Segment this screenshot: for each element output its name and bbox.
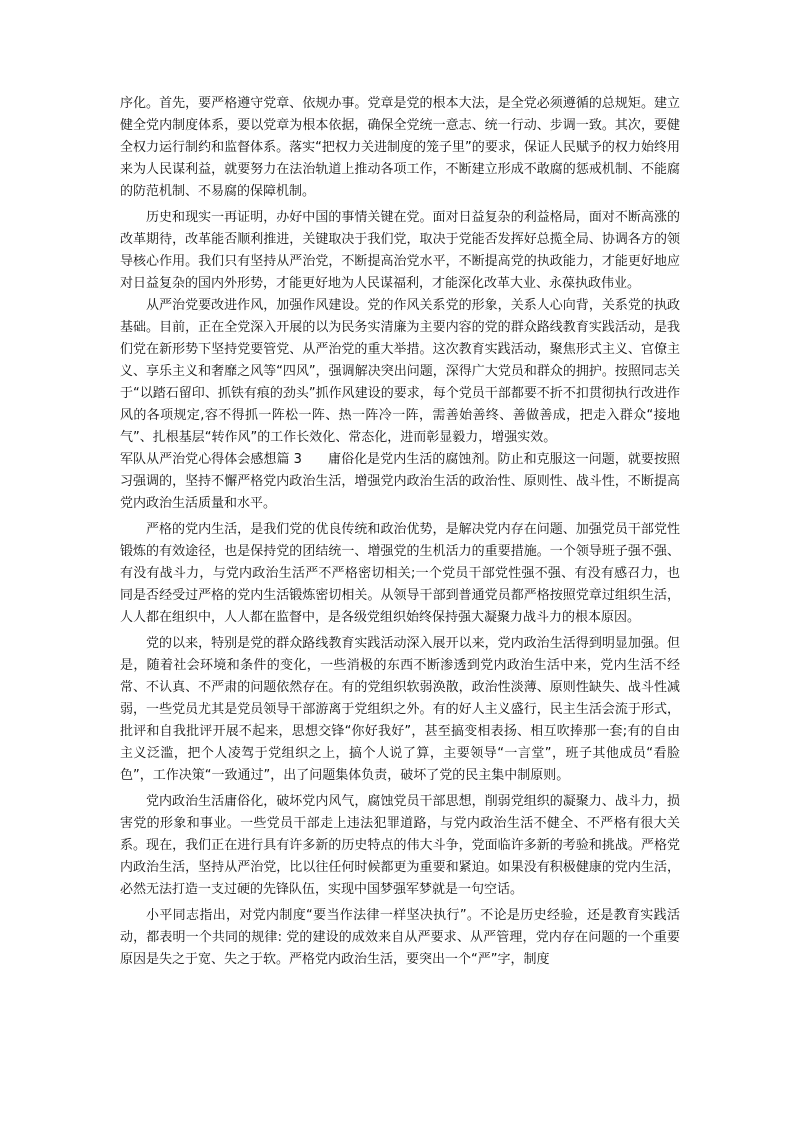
- paragraph-2: 历史和现实一再证明，办好中国的事情关键在党。面对日益复杂的利益格局，面对不断高涨的改革期待，改革能否顺利推进，关键取决于我们党，取决于党能否发挥好总揽全局、协调各方的领导核心作用。我们只有坚持从严治党，不断提高治党水平，不断提高党的执政能力，才能更好地应对日益复杂的国内外形势，才能更好地为人民谋福利，才能深化改革大业、永葆执政伟业。: [120, 210, 680, 291]
- paragraph-4-section-heading: 军队从严治党心得体会感想篇 3 庸俗化是党内生活的腐蚀剂。防止和克服这一问题，就要按照习强调的，坚持不懈严格党内政治生活，增强党内政治生活的政治性、原则性、战斗性，不断提高党内政治生活质量和水平。: [120, 452, 680, 511]
- paragraph-8: 小平同志指出，对党内制度“要当作法律一样坚决执行”。不论是历史经验，还是教育实践活动，都表明一个共同的规律: 党的建设的成效来自从严要求、从严管理，党内存在问题的一个重要原因是失之于宽、失之于软。严格党内政治生活，要突出一个“严”字，制度: [120, 908, 680, 967]
- paragraph-6: 党的以来，特别是党的群众路线教育实践活动深入展开以来，党内政治生活得到明显加强。但是，随着社会环境和条件的变化，一些消极的东西不断渗透到党内政治生活中来，党内生活不经常、不认真、不严肃的问题依然存在。有的党组织软弱涣散，政治性淡薄、原则性缺失、战斗性减弱，一些党员尤其是党员领导干部游离于党组织之外。有的好人主义盛行，民主生活会流于形式，批评和自我批评开展不起来，思想交锋“你好我好”，甚至搞变相表扬、相互吹捧那一套;有的自由主义泛滥，把个人凌驾于党组织之上，搞个人说了算，主要领导“一言堂”，班子其他成员“看脸色”，工作决策“一致通过”，出了问题集体负责，破坏了党的民主集中制原则。: [120, 636, 680, 783]
- document-page: [120, 93, 680, 971]
- paragraph-1: 序化。首先，要严格遵守党章、依规办事。党章是党的根本大法，是全党必须遵循的总规矩。建立健全党内制度体系，要以党章为根本依据，确保全党统一意志、统一行动、步调一致。其次，要健全权力运行制约和监督体系。落实“把权力关进制度的笼子里”的要求，保证人民赋予的权力始终用来为人民谋利益，就要努力在法治轨道上推动各项工作，不断建立形成不敢腐的惩戒机制、不能腐的防范机制、不易腐的保障机制。: [120, 96, 680, 199]
- paragraph-5: 严格的党内生活，是我们党的优良传统和政治优势，是解决党内存在问题、加强党员干部党性锻炼的有效途径，也是保持党的团结统一、增强党的生机活力的重要措施。一个领导班子强不强、有没有战斗力，与党内政治生活严不严格密切相关;一个党员干部党性强不强、有没有感召力，也同是否经受过严格的党内生活锻炼密切相关。从领导干部到普通党员都严格按照党章过组织生活，人人都在组织中，人人都在监督中，是各级党组织始终保持强大凝聚力战斗力的根本原因。: [120, 522, 680, 625]
- paragraph-7: 党内政治生活庸俗化，破坏党内风气，腐蚀党员干部思想，削弱党组织的凝聚力、战斗力，损害党的形象和事业。一些党员干部走上违法犯罪道路，与党内政治生活不健全、不严格有很大关系。现在，我们正在进行具有许多新的历史特点的伟大斗争，党面临许多新的考验和挑战。严格党内政治生活，坚持从严治党，比以往任何时候都更为重要和紧迫。如果没有积极健康的党内生活，必然无法打造一支过硬的先锋队伍，实现中国梦强军梦就是一句空话。: [120, 794, 680, 897]
- paragraph-3: 从严治党要改进作风，加强作风建设。党的作风关系党的形象，关系人心向背，关系党的执政基础。目前，正在全党深入开展的以为民务实清廉为主要内容的党的群众路线教育实践活动，是我们党在新形势下坚持党要管党、从严治党的重大举措。这次教育实践活动，聚焦形式主义、官僚主义、享乐主义和奢靡之风等“四风”，强调解决突出问题，深得广大党员和群众的拥护。按照同志关于“以踏石留印、抓铁有痕的劲头”抓作风建设的要求，每个党员干部都要不折不扣贯彻执行改进作风的各项规定,容不得抓一阵松一阵、热一阵冷一阵，需善始善终、善做善成，把走入群众“接地气”、扎根基层“转作风”的工作长效化、常态化，进而彰显毅力，增强实效。: [120, 298, 680, 445]
